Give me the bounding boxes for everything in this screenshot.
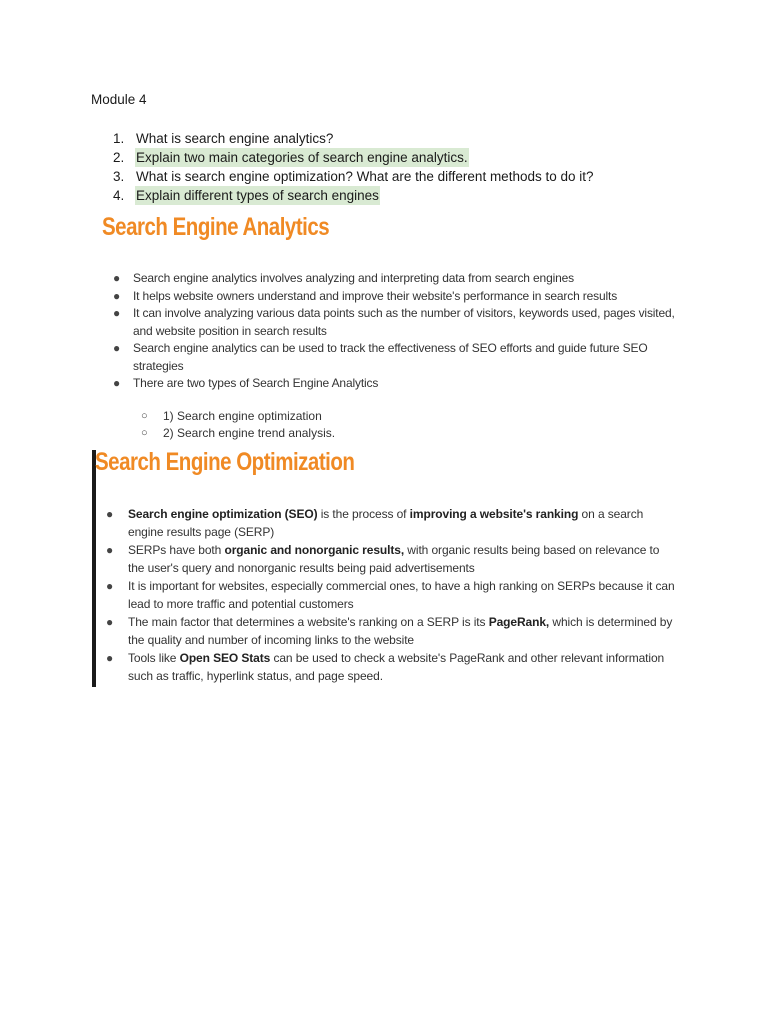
analytics-bullet-list [113, 270, 688, 393]
bullet-text: SERPs have both [128, 543, 225, 557]
question-item [113, 129, 595, 148]
bold-text: improving a website's ranking [409, 507, 579, 521]
list-item [141, 425, 336, 442]
bold-text: PageRank, [488, 615, 550, 629]
seo-section-bar [92, 450, 96, 687]
question-list [113, 129, 595, 205]
bullet-text: with organic results being based on relevance to the user's query and nonorganic results being paid advertisements [128, 543, 660, 575]
list-item [106, 649, 678, 685]
bold-text: Search engine optimization (SEO) [128, 507, 318, 521]
bullet-text: The main factor that determines a website's ranking on a SERP is its [128, 615, 489, 629]
bullet-icon: ● [106, 507, 114, 521]
bullet-text: Tools like [128, 651, 180, 665]
question-number: 4. [113, 188, 125, 203]
bullet-icon: ● [106, 543, 114, 557]
list-item [113, 305, 688, 340]
analytics-sub-bullet-list [141, 408, 336, 442]
question-text-highlighted: Explain two main categories of search engine analytics. [136, 150, 468, 165]
bullet-text: It can involve analyzing various data points such as the number of visitors, keywords used, pages visited, and website position in search results [133, 306, 675, 338]
list-item [106, 541, 678, 577]
module-title: Module 4 [91, 92, 147, 107]
list-item [113, 375, 688, 393]
seo-bullet-list [106, 505, 678, 685]
list-item [106, 505, 678, 541]
question-item [113, 186, 595, 205]
list-item [106, 613, 678, 649]
bullet-icon: ● [113, 271, 121, 285]
bullet-text: which is determined by the quality and number of incoming links to the website [128, 615, 673, 647]
list-item [113, 288, 688, 306]
question-number: 3. [113, 169, 125, 184]
circle-bullet-icon: ○ [141, 427, 148, 439]
bullet-text: It is important for websites, especially commercial ones, to have a high ranking on SERPs because it can lead to more traffic and potential customers [128, 579, 675, 611]
question-text-highlighted: Explain different types of search engines [136, 188, 379, 203]
bullet-icon: ● [106, 651, 114, 665]
sub-bullet-text: 1) Search engine optimization [163, 409, 322, 423]
bullet-text: can be used to check a website's PageRank and other relevant information such as traffic, hyperlink status, and page speed. [128, 651, 665, 683]
bullet-icon: ● [113, 306, 121, 320]
bullet-text: on a search engine results page (SERP) [128, 507, 644, 539]
list-item [113, 270, 688, 288]
bold-text: organic and nonorganic results, [224, 543, 405, 557]
bullet-text: Search engine analytics can be used to track the effectiveness of SEO efforts and guide future SEO strategies [133, 341, 648, 373]
bullet-icon: ● [106, 579, 114, 593]
list-item [106, 577, 678, 613]
bullet-text: Search engine analytics involves analyzing and interpreting data from search engines [133, 271, 575, 285]
question-number: 2. [113, 150, 125, 165]
bold-text: Open SEO Stats [179, 651, 271, 665]
analytics-heading: Search Engine Analytics [102, 213, 330, 241]
bullet-icon: ● [113, 288, 121, 303]
circle-bullet-icon: ○ [141, 410, 148, 422]
bullet-icon: ● [113, 376, 121, 390]
bullet-text: There are two types of Search Engine Analytics [133, 376, 379, 390]
question-item [113, 148, 595, 167]
sub-bullet-text: 2) Search engine trend analysis. [163, 426, 336, 440]
bullet-icon: ● [106, 615, 114, 629]
question-number: 1. [113, 131, 125, 146]
question-text: What is search engine analytics? [136, 131, 334, 146]
bullet-text: It helps website owners understand and improve their website's performance in search results [133, 288, 618, 303]
bullet-icon: ● [113, 341, 121, 355]
question-item [113, 167, 595, 186]
bullet-text: is the process of [317, 507, 410, 521]
seo-heading: Search Engine Optimization [95, 448, 355, 476]
list-item [113, 340, 688, 375]
question-text: What is search engine optimization? What are the different methods to do it? [136, 169, 594, 184]
list-item [141, 408, 335, 425]
